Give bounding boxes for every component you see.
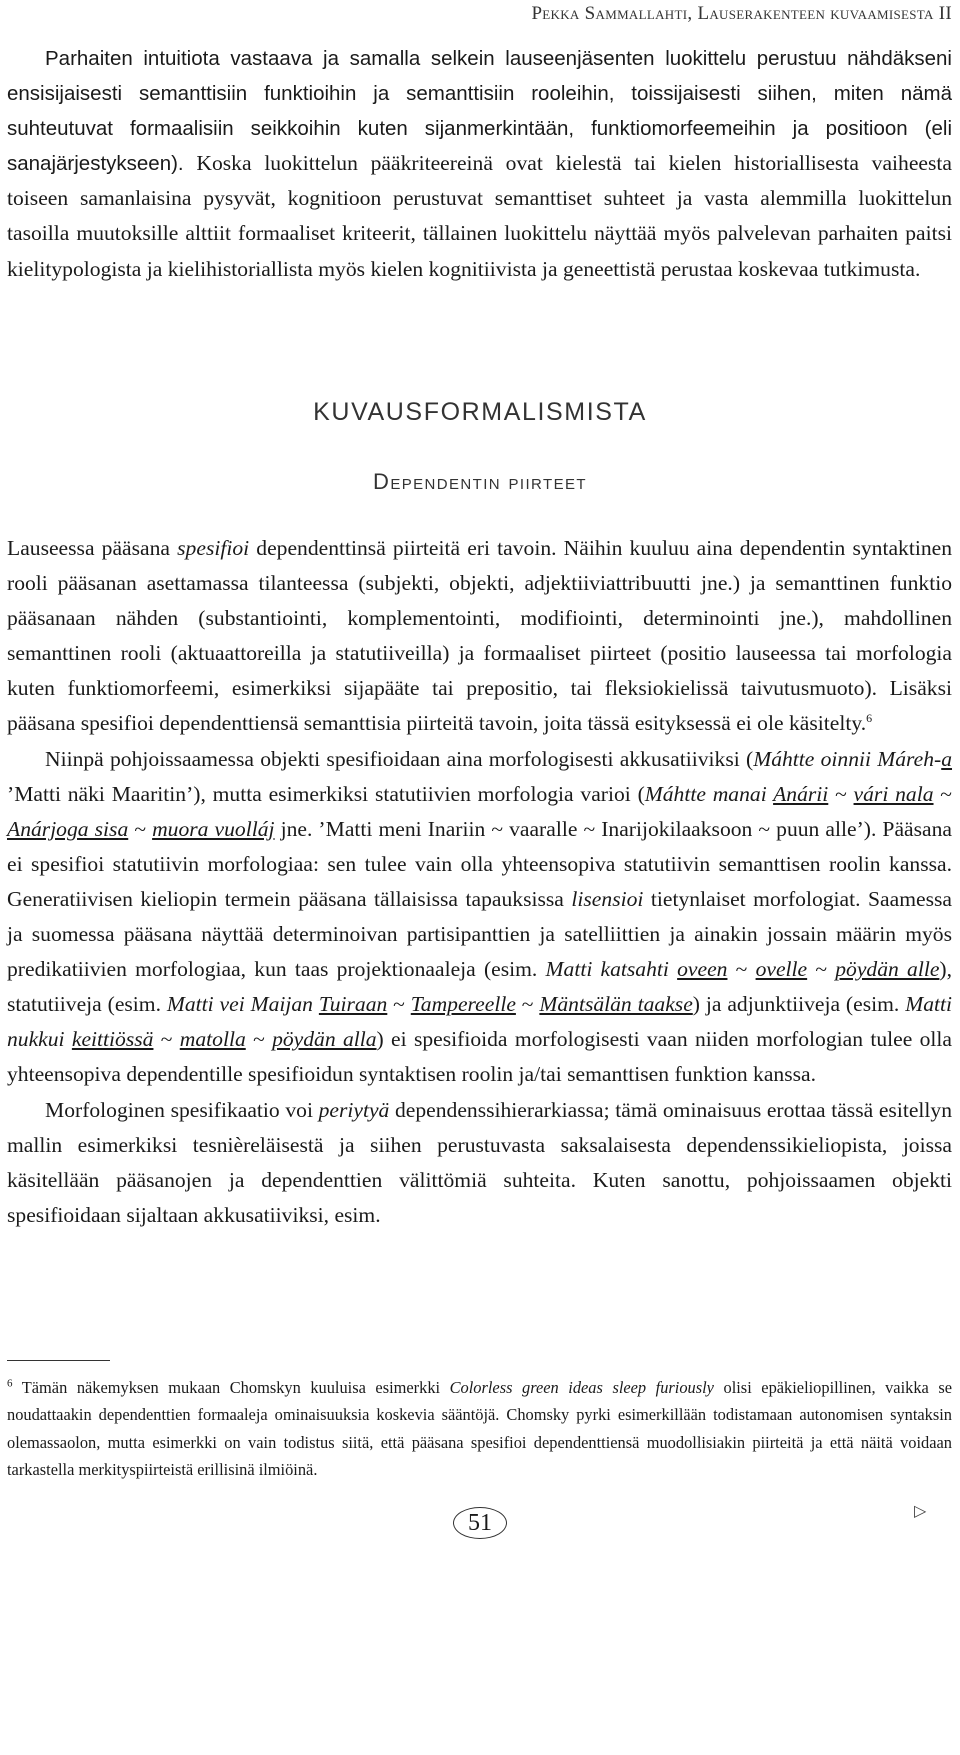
example-underlined: keittiössä [71,1027,154,1052]
intro-sans-text: Parhaiten intuitiota vastaava ja samalla selkein lauseenjäsenten luokittelu perustuu nähdäkseni ensisijaisesti semanttisiin funktioihin ja semanttisiin rooleihin, toissijaisesti siihen, miten nämä suhteutuvat formaalisiin seikkoihin kuten sijanmerkintään, funktiomorfeemeihin ja positioon (eli sanajärjestykseen). [7,47,952,176]
example: Máhtte oinnii Máreh- [753,746,942,771]
example-underlined: Anárjoga sisa [7,816,129,841]
text: ~ [245,1027,273,1052]
text: ~ [153,1027,180,1052]
example-underlined: oveen [677,957,728,982]
example: Matti vei Maijan [166,992,319,1017]
example: Matti nukkui [7,992,952,1052]
example: Colorless green ideas sleep furiously [449,1378,714,1397]
text: dependenssihierarkiassa; tämä ominaisuus erottaa tässä esitellyn mallin esimerkiksi tesnièreläisestä ja siihen perustuvasta saksalaisesta dependenssikieliopista, joissa käsitellään pääsanojen ja dependenttien välittömiä suhteita. Kuten sanottu, pohjoissaamen objekti spesifioidaan sijaltaan akkusatiiviksi, esim. [7,1097,952,1227]
text: Tämän näkemyksen mukaan Chomskyn kuuluisa esimerkki [12,1378,450,1397]
intro-serif-text: Koska luokittelun pääkriteereinä ovat kielestä tai kielen historiallisesta vaiheesta toiseen samanlaisina pysyvät, kognitioon perustuvat semanttiset suhteet ja vasta alemmilla luokittelun tasoilla muutoksille alttiit formaaliset kriteerit, tällainen luokittelu näyttää myös palvelevan parhaiten paitsi kielitypologista ja kielihistoriallista myös kielen kognitiivista ja geneettistä perustaa koskevaa tutkimusta. [7,151,952,281]
page-number-label: 51 [453,1507,507,1539]
text: ), statutiiveja (esim. [7,957,952,1017]
text: ) ei spesifioida morfologisesti vaan niiden morfologian tulee olla yhteensopiva dependentille spesifioidun syntaktisen roolin ja/tai semanttisen funktion kanssa. [7,1027,952,1087]
example: Matti katsahti [545,957,678,982]
example-underlined: pöydän alle [835,957,940,982]
text: ~ [807,957,836,982]
example-underlined: Tuiraan [318,992,388,1017]
example-underlined: vári nala [853,781,934,806]
text: olisi epäkieliopillinen, vaikka se noudattaakin dependenttien formaaleja ominaisuuksia koskevia sääntöjä. Chomsky pyrki esimerkillään todistamaan autonomisen syntaksin olemassaolon, mutta esimerkki on vain todistus siitä, että pääsana spesifioi dependenttiensä muodollisiakin piirteitä ja että näitä voidaan tarkastella merkityspiirteistä erillisinä ilmiöinä. [7,1378,952,1480]
footnote-reference[interactable]: 6 [866,711,873,726]
example-underlined: muora vuolláj [152,816,275,841]
text: ~ [933,781,952,806]
next-page-arrow-icon[interactable]: ▷ [914,1501,927,1520]
italic-term: lisensioi [571,886,644,911]
example-underlined: Tampereelle [410,992,516,1017]
footnote [7,1374,952,1484]
example-underlined: a [941,746,953,771]
italic-term: periytyä [318,1097,390,1122]
text: Niinpä pohjoissaamessa objekti spesifioidaan aina morfologisesti akkusatiiviksi ( [45,746,754,771]
example-underlined: matolla [179,1027,246,1052]
text: Lauseessa pääsana [7,536,178,560]
example: Máhtte manai [644,781,774,806]
text: ~ [387,992,411,1017]
example-underlined: Anárii [773,781,829,806]
page-number [0,1507,960,1539]
text: tietynlaiset morfologiat. Saamessa ja suomessa pääsana näyttää determinoivan partisipanttien ja satelliittien ja ainakin jossain määrin myös predikatiivien morfologiaa, kun taas projektionaaleja (esim. [7,886,952,982]
example-underlined: Mäntsälän taakse [539,992,693,1017]
text: jne. ’Matti meni Inariin ~ vaaralle ~ Inarijokilaaksoon ~ puun alle’). Pääsana ei spesifioi statutiivin morfologiaa: sen tulee vain olla yhteensopiva statutiivin semanttisen roolin kanssa. Generatiivisen kieliopin termein pääsana tällaisissa tapauksissa [7,816,952,911]
text: ~ [515,992,540,1017]
example-underlined: ovelle [755,957,808,982]
text: ~ [727,957,756,982]
paragraph-2 [7,531,952,742]
footnote-mark: 6 [7,1377,13,1390]
subsection-heading: Dependentin piirteet [373,469,587,494]
text: ~ [828,781,854,806]
text: ’Matti näki Maaritin’), mutta esimerkiksi statutiivien morfologia varioi ( [7,781,645,806]
text: ) ja adjunktiiveja (esim. [692,992,906,1017]
main-section [7,531,952,1233]
italic-term: spesifioi [177,536,250,560]
intro-section [7,41,952,287]
intro-paragraph [7,41,952,287]
paragraph-3 [7,742,952,1093]
section-heading: KUVAUSFORMALISMISTA [313,398,647,426]
example-underlined: pöydän alla [272,1027,377,1052]
text: dependenttinsä piirteitä eri tavoin. Näihin kuuluu aina dependentin syntaktinen rooli pääsanan asettamassa tilanteessa (subjekti, objekti, adjektiiviattribuutti jne.) ja semanttinen funktio pääsanaan nähden (substantiointi, komplementointi, modifiointi, determinointi jne.), mahdollinen semanttinen rooli (aktuaattoreilla ja statutiiveilla) ja formaaliset piirteet (positio lauseessa tai morfologia kuten funktiomorfeemi, esimerkiksi sijapääte tai prepositio, tai fleksiokielissä taivutusmuoto). Lisäksi pääsana spesifioi dependenttiensä semanttisia piirteitä tavoin, joita tässä esityksessä ei ole käsitelty. [7,536,953,736]
text: ~ [128,816,153,841]
paragraph-4 [7,1093,952,1233]
running-head: Pekka Sammallahti, Lauserakenteen kuvaamisesta II [531,3,952,24]
footnote-divider [7,1360,110,1361]
text: Morfologinen spesifikaatio voi [45,1097,319,1122]
